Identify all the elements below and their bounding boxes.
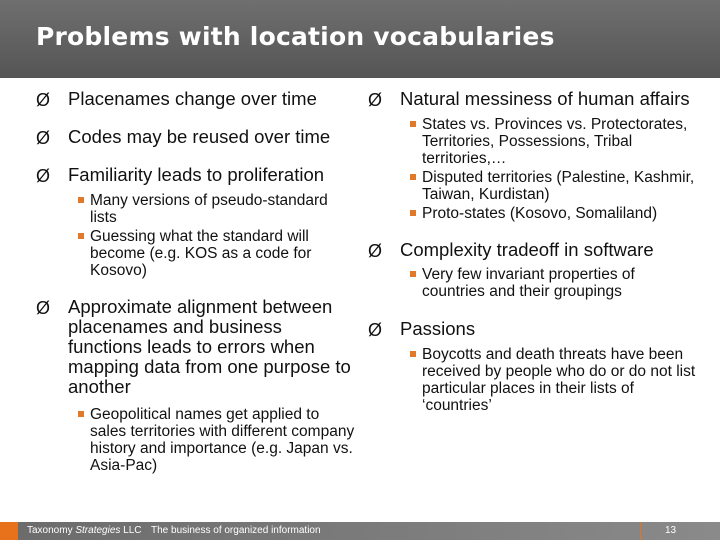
company-suffix: LLC — [123, 525, 142, 536]
square-bullet-icon — [410, 351, 416, 357]
bullet-text: Passions — [400, 318, 476, 339]
sub-bullet-item — [368, 205, 698, 222]
sub-bullet-text: Proto-states (Kosovo, Somaliland) — [422, 205, 658, 222]
sub-bullet-item — [368, 266, 698, 300]
square-bullet-icon — [410, 174, 416, 180]
footer-bar — [0, 522, 720, 540]
sub-bullet-item — [36, 228, 358, 279]
square-bullet-icon — [78, 197, 84, 203]
bullet-text: Codes may be reused over time — [68, 126, 331, 147]
bullet-item — [36, 127, 358, 147]
arrow-bullet-icon: Ø — [36, 298, 51, 318]
right-column — [368, 88, 698, 414]
bullet-text: Placenames change over time — [68, 88, 317, 109]
footer-divider — [640, 522, 641, 540]
arrow-bullet-icon: Ø — [36, 128, 51, 148]
sub-bullet-item — [368, 169, 698, 203]
bullet-item — [368, 89, 698, 109]
square-bullet-icon — [78, 233, 84, 239]
square-bullet-icon — [410, 121, 416, 127]
title-bar — [0, 0, 720, 78]
sub-bullet-text: Boycotts and death threats have been received by people who do or do not list particular places in their lists of ‘countries’ — [422, 346, 696, 414]
bullet-item — [36, 165, 358, 185]
company-name-italic: Strategies — [75, 525, 121, 536]
sub-bullet-text: Disputed territories (Palestine, Kashmir, Taiwan, Kurdistan) — [422, 169, 695, 203]
square-bullet-icon — [78, 411, 84, 417]
sub-bullet-text: Geopolitical names get applied to sales territories with different company history and importance (e.g. Japan vs. Asia-Pac) — [90, 406, 355, 474]
bullet-text: Natural messiness of human affairs — [400, 88, 690, 109]
page-number: 13 — [665, 525, 677, 536]
bullet-item — [36, 89, 358, 109]
sub-bullet-text: Guessing what the standard will become (e.g. KOS as a code for Kosovo) — [90, 228, 312, 279]
arrow-bullet-icon: Ø — [36, 90, 51, 110]
left-column — [36, 88, 358, 474]
slide-title: Problems with location vocabularies — [36, 22, 555, 51]
logo-mark-icon — [0, 522, 18, 540]
arrow-bullet-icon: Ø — [368, 90, 383, 110]
bullet-item — [36, 297, 358, 397]
footer-slogan: The business of organized information — [151, 525, 321, 536]
sub-bullet-text: Very few invariant properties of countries and their groupings — [422, 266, 635, 300]
bullet-item — [368, 240, 698, 260]
sub-bullet-item — [368, 346, 698, 414]
company-name — [27, 525, 142, 536]
sub-bullet-text: Many versions of pseudo-standard lists — [90, 192, 328, 226]
arrow-bullet-icon: Ø — [368, 320, 383, 340]
company-name-part: Taxonomy — [27, 525, 73, 536]
sub-bullet-item — [368, 116, 698, 167]
bullet-text: Complexity tradeoff in software — [400, 239, 654, 260]
square-bullet-icon — [410, 210, 416, 216]
sub-bullet-text: States vs. Provinces vs. Protectorates, Territories, Possessions, Tribal territories,… — [422, 116, 688, 167]
sub-bullet-item — [36, 406, 358, 474]
arrow-bullet-icon: Ø — [36, 166, 51, 186]
sub-bullet-item — [36, 192, 358, 226]
bullet-item — [368, 319, 698, 339]
square-bullet-icon — [410, 271, 416, 277]
bullet-text: Familiarity leads to proliferation — [68, 164, 325, 185]
bullet-text: Approximate alignment between placenames and business functions leads to errors when mapping data from one purpose to another — [68, 296, 351, 397]
arrow-bullet-icon: Ø — [368, 241, 383, 261]
